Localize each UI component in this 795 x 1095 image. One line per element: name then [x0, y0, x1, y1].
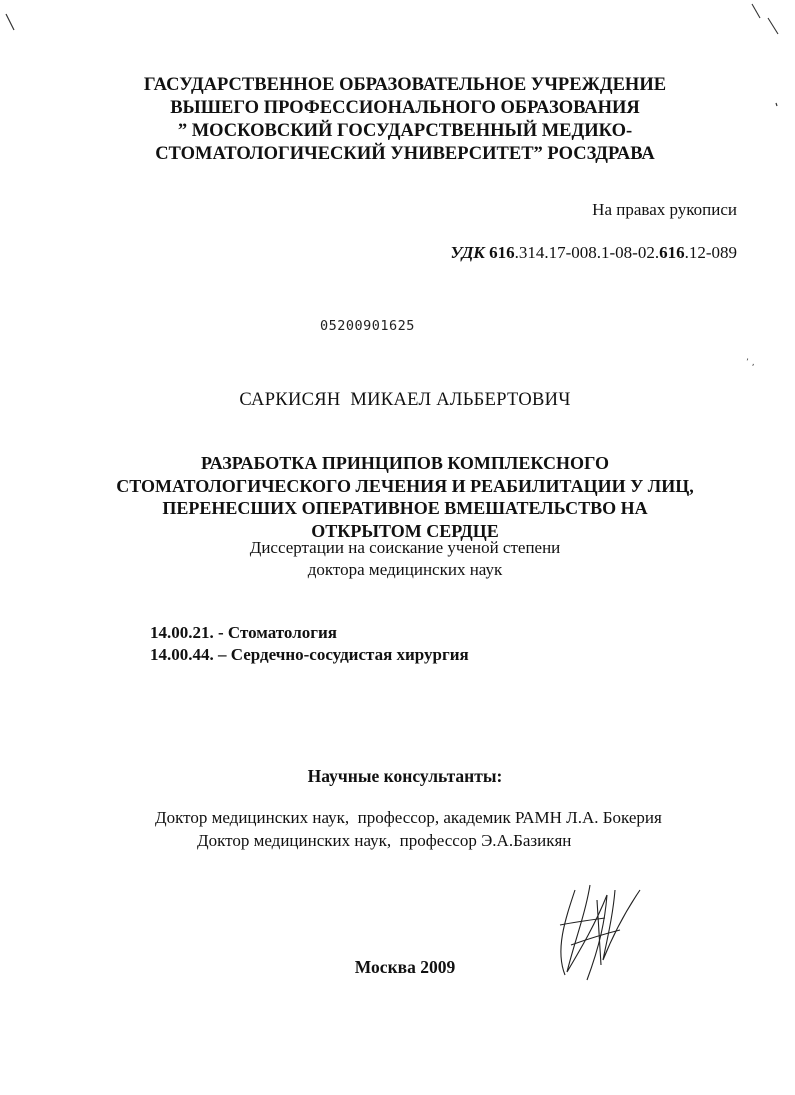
- title-line-1: РАЗРАБОТКА ПРИНЦИПОВ КОМПЛЕКСНОГО: [201, 453, 609, 473]
- title-line-4: ОТКРЫТОМ СЕРДЦЕ: [311, 520, 499, 541]
- title-line-2: СТОМАТОЛОГИЧЕСКОГО ЛЕЧЕНИЯ И РЕАБИЛИТАЦИИ У ЛИЦ,: [116, 475, 694, 496]
- specialty-code: 14.00.21.: [150, 623, 214, 642]
- speck-mark: [776, 103, 777, 106]
- institution-line-1: ГАСУДАРСТВЕННОЕ ОБРАЗОВАТЕЛЬНОЕ УЧРЕЖДЕНИЕ: [143, 75, 667, 95]
- specialties-list: [150, 622, 469, 666]
- corner-mark-top-right-1: [752, 4, 760, 18]
- specialty-row: [150, 622, 469, 644]
- udc-code-part-1: .314.17-008.1-08-02.: [514, 243, 660, 262]
- degree-line-1: Диссертации на соискание ученой степени: [249, 538, 561, 557]
- degree-statement: [60, 537, 750, 581]
- consultants-heading: Научные консультанты:: [307, 766, 503, 786]
- specialty-row: [150, 644, 469, 666]
- degree-line-2: доктора медицинских наук: [307, 560, 503, 579]
- udc-code-bold-1: 616: [489, 243, 515, 262]
- udc-code-bold-2: 616: [659, 243, 685, 262]
- udc-code-part-2: .12-089: [684, 243, 737, 262]
- city-year: Москва 2009: [354, 957, 456, 977]
- barcode-number: 05200901625: [320, 318, 415, 334]
- specialty-separator: –: [213, 645, 231, 664]
- udc-code: [451, 243, 737, 263]
- institution-line-3: ” МОСКОВСКИЙ ГОСУДАРСТВЕННЫЙ МЕДИКО-: [177, 121, 633, 141]
- specialty-name: Стоматология: [227, 623, 337, 642]
- specialty-code: 14.00.44.: [150, 645, 214, 664]
- institution-line-4: СТОМАТОЛОГИЧЕСКИЙ УНИВЕРСИТЕТ” РОСЗДРАВА: [155, 144, 655, 164]
- specialty-separator: -: [213, 623, 228, 642]
- udc-label: УДК: [450, 243, 485, 262]
- institution-header: [60, 74, 750, 166]
- institution-line-2: ВЫШЕГО ПРОФЕССИОНАЛЬНОГО ОБРАЗОВАНИЯ: [170, 98, 640, 118]
- corner-mark-top-left: [6, 14, 14, 30]
- consultant-line-1: Доктор медицинских наук, профессор, академик РАМН Л.А. Бокерия: [155, 808, 662, 827]
- consultant-line-2: Доктор медицинских наук, профессор Э.А.Базикян: [197, 831, 572, 850]
- dissertation-title: [60, 452, 750, 542]
- rights-note: На правах рукописи: [592, 200, 737, 219]
- title-line-3: ПЕРЕНЕСШИХ ОПЕРАТИВНОЕ ВМЕШАТЕЛЬСТВО НА: [162, 498, 648, 518]
- corner-mark-top-right-2: [768, 18, 778, 34]
- stray-mark: ’ ,: [746, 358, 755, 368]
- specialty-name: Сердечно-сосудистая хирургия: [230, 645, 469, 664]
- author-name: САРКИСЯН МИКАЕЛ АЛЬБЕРТОВИЧ: [239, 390, 571, 410]
